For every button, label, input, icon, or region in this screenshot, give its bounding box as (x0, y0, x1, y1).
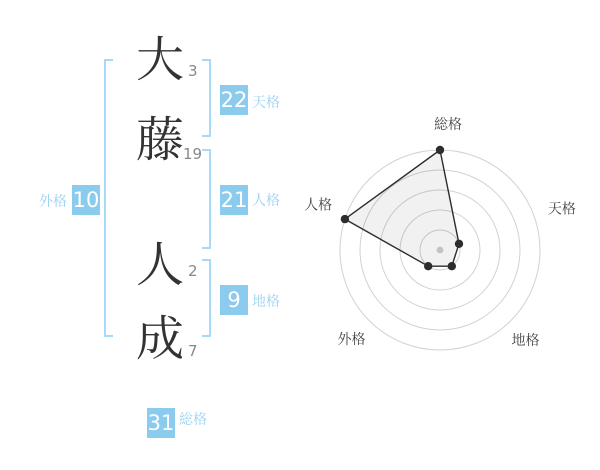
radar-center-dot (437, 247, 444, 254)
given-char-1: 人 (136, 237, 185, 293)
radar-data-point-地格 (448, 262, 456, 270)
surname-char-1: 大 (136, 32, 185, 88)
radar-axis-label-地格: 地格 (511, 333, 540, 350)
soukaku-label: 総格 (179, 412, 207, 428)
radar-data-point-総格 (436, 146, 444, 154)
stroke-count-surname-2: 19 (183, 145, 203, 163)
radar-axis-label-人格: 人格 (304, 197, 333, 214)
gaikaku-bracket (104, 59, 113, 337)
radar-chart (300, 105, 600, 365)
jinkaku-value-badge: 21 (220, 185, 248, 215)
tenkaku-bracket (202, 59, 211, 137)
soukaku-value-badge: 31 (147, 408, 175, 438)
chikaku-bracket (202, 259, 211, 337)
surname-char-2: 藤 (136, 112, 185, 168)
radar-axis-label-外格: 外格 (337, 332, 366, 349)
stroke-count-given-1: 2 (188, 262, 198, 280)
jinkaku-label: 人格 (252, 193, 280, 209)
radar-axis-label-天格: 天格 (547, 201, 576, 218)
stroke-count-surname-1: 3 (188, 62, 198, 80)
chikaku-label: 地格 (252, 294, 280, 310)
radar-data-point-天格 (455, 240, 463, 248)
jinkaku-bracket (202, 149, 211, 249)
stroke-count-given-2: 7 (188, 342, 198, 360)
gaikaku-value-badge: 10 (72, 185, 100, 215)
radar-axis-label-総格: 総格 (434, 117, 462, 133)
radar-data-point-外格 (424, 262, 432, 270)
chikaku-value-badge: 9 (220, 285, 248, 315)
tenkaku-label: 天格 (252, 95, 280, 111)
given-char-2: 成 (136, 311, 185, 367)
radar-data-point-人格 (341, 215, 349, 223)
tenkaku-value-badge: 22 (220, 85, 248, 115)
gaikaku-label: 外格 (39, 194, 67, 210)
